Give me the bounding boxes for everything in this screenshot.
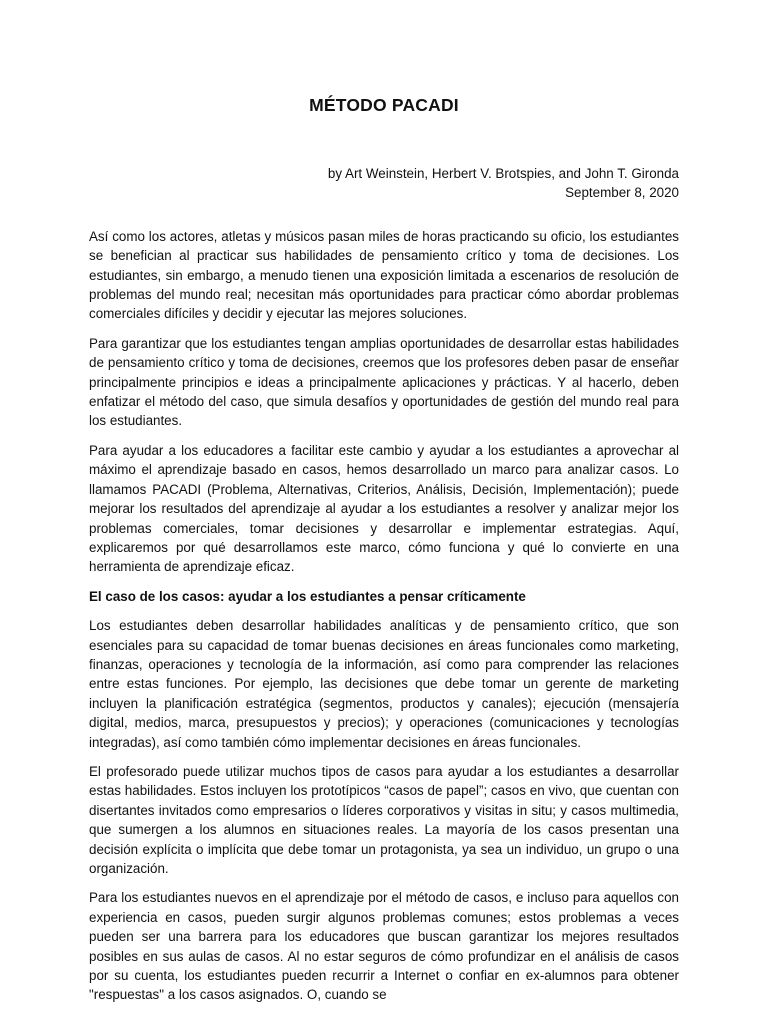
section-paragraph-2: El profesorado puede utilizar muchos tipos de casos para ayudar a los estudiantes a desarrollar estas habilidades. Estos incluyen los prototípicos “casos de papel”; casos en vivo, que cuentan con disertantes invitados como empresarios o líderes corporativos y visitas in situ; y casos multimedia, que sumergen a los alumnos en situaciones reales. La mayoría de los casos presentan una decisión explícita o implícita que debe tomar un protagonista, ya sea un individuo, un grupo o una organización. [89,763,679,876]
document-title: MÉTODO PACADI [309,95,459,115]
byline-authors: by Art Weinstein, Herbert V. Brotspies, and John T. Gironda [327,166,679,181]
paragraph-3: Para ayudar a los educadores a facilitar este cambio y ayudar a los estudiantes a aprovechar al máximo el aprendizaje basado en casos, hemos desarrollado un marco para analizar casos. Lo llamamos PACADI (Problema, Alternativas, Criterios, Análisis, Decisión, Implementación); puede mejorar los resultados del aprendizaje al ayudar a los estudiantes a resolver y analizar mejor los problemas comerciales, tomar decisiones y desarrollar e implementar estrategias. Aquí, explicaremos por qué desarrollamos este marco, cómo funciona y qué lo convierte en una herramienta de aprendizaje eficaz. [89,442,679,575]
paragraph-1: Así como los actores, atletas y músicos pasan miles de horas practicando su oficio, los estudiantes se benefician al practicar sus habilidades de pensamiento crítico y toma de decisiones. Los estudiantes, sin embargo, a menudo tienen una exposición limitada a escenarios de resolución de problemas del mundo real; necesitan más oportunidades para practicar cómo abordar problemas comerciales difíciles y decidir y ejecutar las mejores soluciones. [89,228,679,322]
byline [89,164,679,203]
section-heading: El caso de los casos: ayudar a los estudiantes a pensar críticamente [89,588,526,604]
section-paragraph-1: Los estudiantes deben desarrollar habilidades analíticas y de pensamiento crítico, que son esenciales para su capacidad de tomar buenas decisiones en áreas funcionales como marketing, finanzas, operaciones y tecnología de la información, así como para comprender las relaciones entre estas funciones. Por ejemplo, las decisiones que debe tomar un gerente de marketing incluyen la planificación estratégica (segmentos, productos y canales); ejecución (mensajería digital, medios, marca, presupuestos y precios); y operaciones (comunicaciones y tecnologías integradas), así como también cómo implementar decisiones en áreas funcionales. [89,618,679,750]
section-paragraph-3: Para los estudiantes nuevos en el aprendizaje por el método de casos, e incluso para aquellos con experiencia en casos, pueden surgir algunos problemas comunes; estos problemas a veces pueden ser una barrera para los educadores que buscan garantizar los mejores resultados posibles en sus aulas de casos. Al no estar seguros de cómo profundizar en el análisis de casos por su cuenta, los estudiantes pueden recurrir a Internet o confiar en ex-alumnos para obtener "respuestas" a los casos asignados. O, cuando se [89,890,679,1003]
byline-date: September 8, 2020 [565,185,679,201]
paragraph-2: Para garantizar que los estudiantes tengan amplias oportunidades de desarrollar estas habilidades de pensamiento crítico y toma de decisiones, creemos que los profesores deben pasar de enseñar principalmente principios e ideas a principalmente aplicaciones y prácticas. Y al hacerlo, deben enfatizar el método del caso, que simula desafíos y oportunidades de gestión del mundo real para los estudiantes. [89,335,679,429]
